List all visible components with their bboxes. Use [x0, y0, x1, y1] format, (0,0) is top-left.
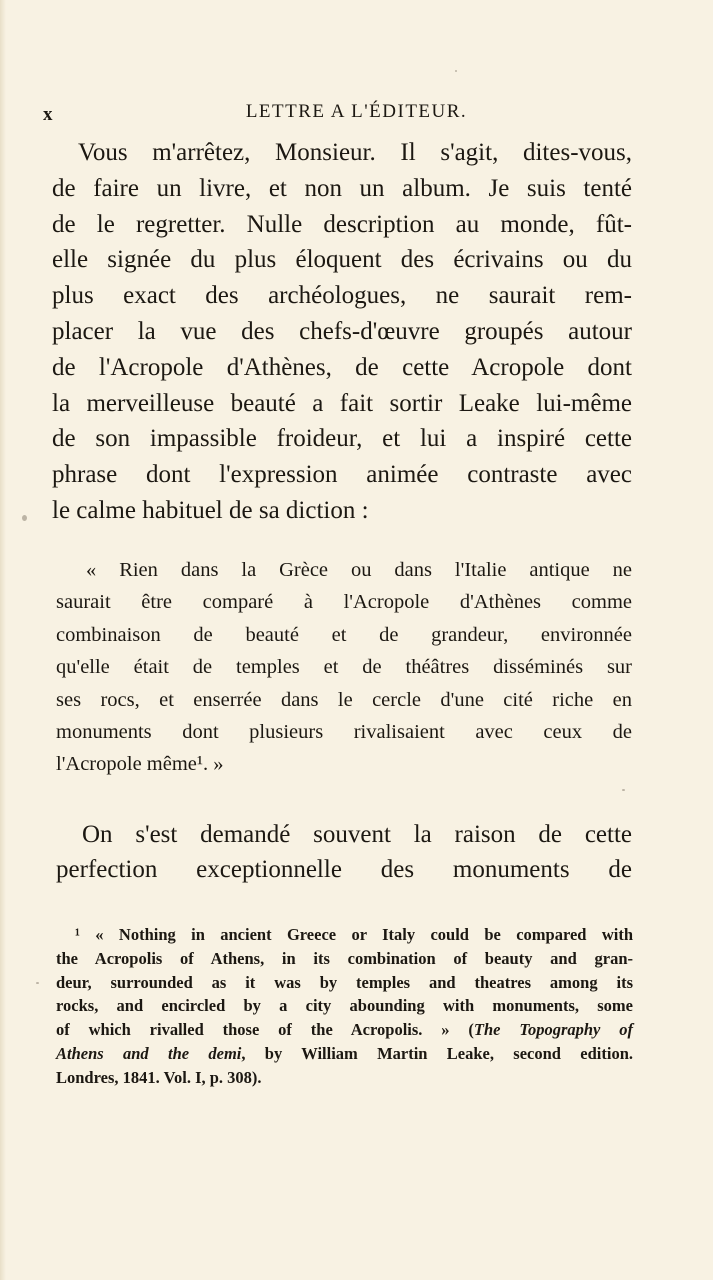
running-head: LETTRE A L'ÉDITEUR.	[245, 101, 468, 122]
footnote-line: the Acropolis of Athens, in its combination of beauty and gran-	[56, 948, 633, 968]
paragraph-line: plus exact des archéologues, ne saurait rem-	[52, 282, 632, 310]
paragraph-line: de l'Acropole d'Athènes, de cette Acropole dont	[52, 353, 632, 381]
paragraph-line: phrase dont l'expression animée contraste avec	[52, 461, 632, 489]
paragraph-line: de le regretter. Nulle description au monde, fût-	[52, 210, 632, 238]
paragraph-line: placer la vue des chefs-d'œuvre groupés autour	[52, 317, 632, 345]
paper-speck	[622, 789, 625, 791]
footnote	[56, 923, 633, 1090]
paper-speck	[22, 515, 27, 521]
footnote-line: deur, surrounded as it was by temples and theatres among its	[56, 972, 633, 992]
footnote-text: of which rivalled those of the Acropolis. » (	[56, 1020, 474, 1040]
quote-line: combinaison de beauté et de grandeur, environnée	[56, 623, 632, 646]
page-edge-shadow	[0, 0, 6, 1280]
block-quote	[56, 554, 632, 781]
paragraph-line: elle signée du plus éloquent des écrivains ou du	[52, 246, 632, 274]
paragraph-line: de faire un livre, et non un album. Je suis tenté	[52, 174, 632, 202]
paragraph-line: On s'est demandé souvent la raison de cette	[82, 821, 632, 848]
quote-line: l'Acropole même¹. »	[56, 753, 224, 776]
paragraph-line: de son impassible froideur, et lui a inspiré cette	[52, 425, 632, 453]
footnote-line-with-title	[56, 1018, 633, 1042]
quote-line: « Rien dans la Grèce ou dans l'Italie antique ne	[86, 559, 632, 581]
footnote-line: Londres, 1841. Vol. I, p. 308).	[56, 1067, 262, 1087]
paragraph-line: perfection exceptionnelle des monuments de	[56, 856, 632, 883]
book-title-italic: The Topography of	[473, 1020, 633, 1040]
paragraph-line: la merveilleuse beauté a fait sortir Leake lui-même	[52, 389, 632, 417]
footnote-line-with-title	[56, 1042, 633, 1066]
quote-line: ses rocs, et enserrée dans le cercle d'une cité riche en	[56, 688, 632, 711]
paper-speck	[455, 70, 457, 72]
footnote-text: , by William Martin Leake, second edition.	[241, 1043, 633, 1063]
footnote-line: rocks, and encircled by a city abounding with monuments, some	[56, 996, 633, 1016]
quote-line: monuments dont plusieurs rivalisaient avec ceux de	[56, 720, 632, 743]
main-paragraph	[52, 135, 632, 529]
paragraph-line: Vous m'arrêtez, Monsieur. Il s'agit, dites-vous,	[78, 139, 632, 166]
page-number: x	[43, 104, 53, 125]
footnote-line: ¹ « Nothing in ancient Greece or Italy could be compared with	[75, 925, 633, 944]
continuation-paragraph	[56, 817, 632, 887]
quote-line: saurait être comparé à l'Acropole d'Athènes comme	[56, 591, 632, 614]
paper-speck	[36, 982, 39, 984]
book-title-italic: Athens and the demi	[56, 1043, 242, 1063]
paragraph-line: le calme habituel de sa diction :	[52, 496, 369, 524]
quote-line: qu'elle était de temples et de théâtres disséminés sur	[56, 656, 632, 679]
